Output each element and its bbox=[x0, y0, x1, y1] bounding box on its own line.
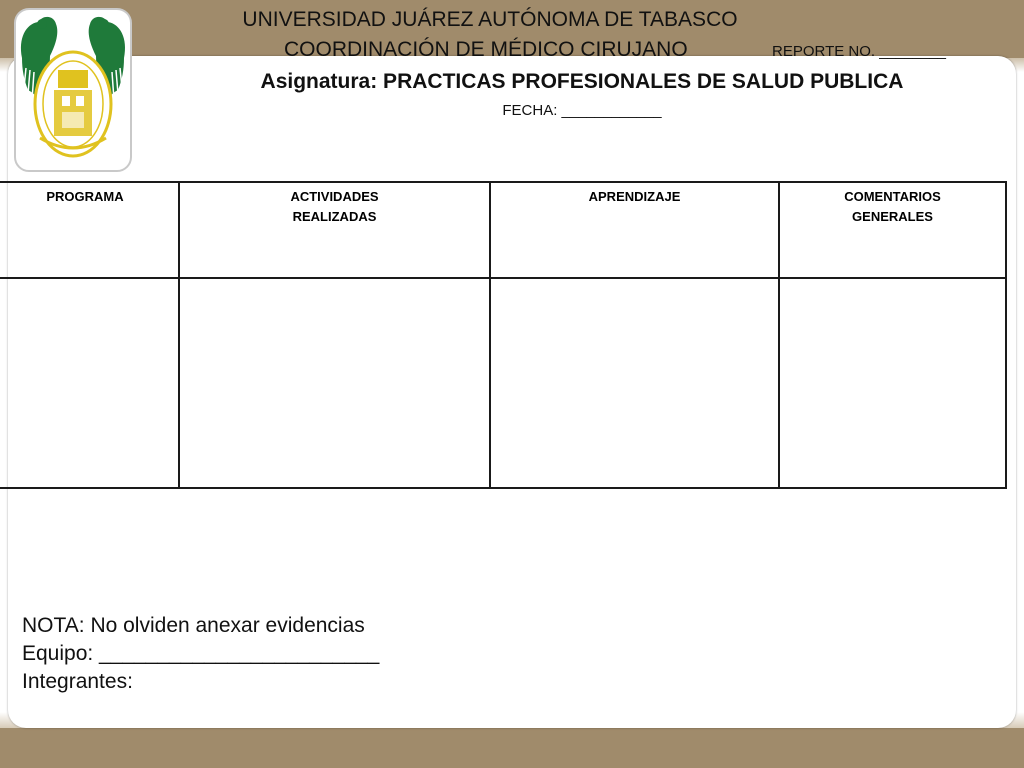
subject-title: Asignatura: PRACTICAS PROFESIONALES DE SALUD PUBLICA bbox=[260, 70, 904, 93]
cell-programa[interactable] bbox=[0, 278, 179, 488]
members-label: Integrantes: bbox=[22, 670, 133, 693]
university-seal-logo bbox=[14, 8, 132, 172]
footer-notes bbox=[22, 612, 379, 696]
column-header-actividades: ACTIVIDADES REALIZADAS bbox=[179, 182, 490, 278]
cell-aprendizaje[interactable] bbox=[490, 278, 779, 488]
note-text: NOTA: No olviden anexar evidencias bbox=[22, 614, 365, 637]
cell-comentarios[interactable] bbox=[779, 278, 1006, 488]
bottom-band bbox=[0, 728, 1024, 768]
column-header-aprendizaje: APRENDIZAJE bbox=[490, 182, 779, 278]
table-header-row bbox=[0, 182, 1006, 278]
table-row bbox=[0, 278, 1006, 488]
date-label: FECHA: ____________ bbox=[502, 102, 662, 119]
report-table bbox=[0, 181, 1007, 489]
column-header-comentarios: COMENTARIOS GENERALES bbox=[779, 182, 1006, 278]
university-title: UNIVERSIDAD JUÁREZ AUTÓNOMA DE TABASCO bbox=[242, 8, 738, 31]
team-field: Equipo: ________________________ bbox=[22, 642, 380, 665]
column-header-programa: PROGRAMA bbox=[0, 182, 179, 278]
report-number-label: REPORTE NO. ________ bbox=[772, 43, 946, 60]
coordination-title: COORDINACIÓN DE MÉDICO CIRUJANO bbox=[284, 38, 688, 61]
cell-actividades[interactable] bbox=[179, 278, 490, 488]
